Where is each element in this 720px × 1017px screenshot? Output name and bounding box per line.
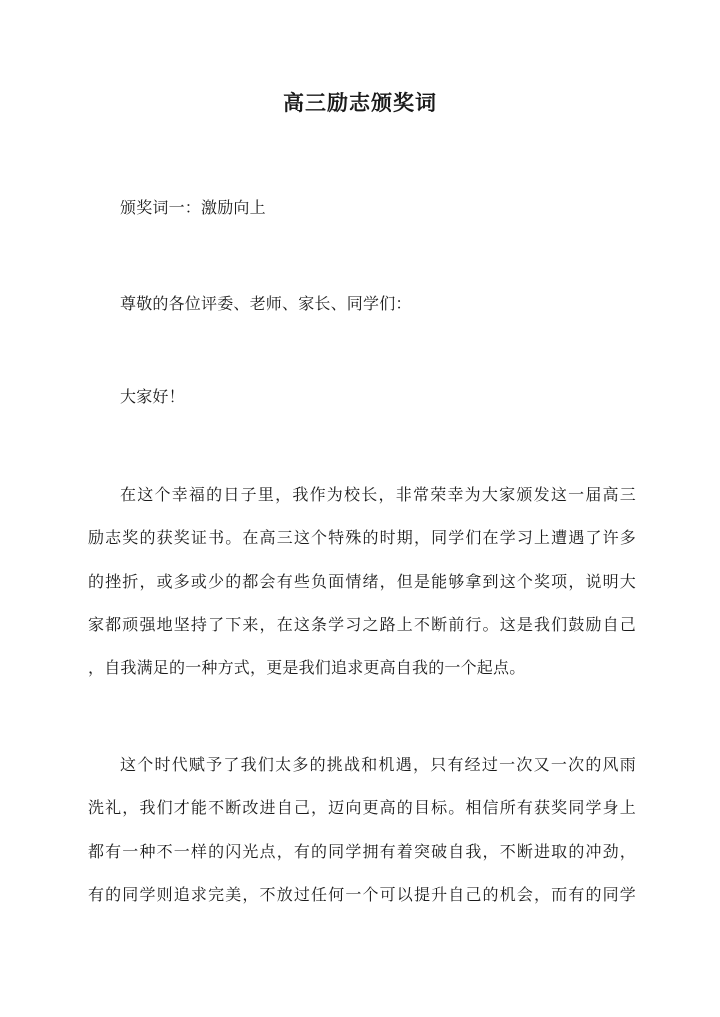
paragraph-1-line-2: 励志奖的获奖证书。在高三这个特殊的时期，同学们在学习上遭遇了许多	[88, 528, 636, 547]
paragraph-1-line-5: ，自我满足的一种方式，更是我们追求更高自我的一个起点。	[88, 658, 526, 677]
paragraph-2-line-1: 这个时代赋予了我们太多的挑战和机遇，只有经过一次又一次的风雨	[120, 755, 636, 774]
paragraph-1-line-3: 的挫折，或多或少的都会有些负面情绪，但是能够拿到这个奖项，说明大	[88, 572, 636, 591]
page-title: 高三励志颁奖词	[283, 90, 437, 115]
paragraph-2-line-3: 都有一种不一样的闪光点，有的同学拥有着突破自我，不断进取的冲劲，	[88, 842, 636, 861]
section-heading: 颁奖词一：激励向上	[120, 198, 266, 217]
greeting-text: 大家好！	[120, 387, 185, 406]
salutation-text: 尊敬的各位评委、老师、家长、同学们：	[120, 294, 412, 313]
paragraph-2-line-4: 有的同学则追求完美，不放过任何一个可以提升自己的机会，而有的同学	[88, 885, 636, 904]
paragraph-1-line-4: 家都顽强地坚持了下来，在这条学习之路上不断前行。这是我们鼓励自己	[88, 615, 636, 634]
paragraph-1-line-1: 在这个幸福的日子里，我作为校长，非常荣幸为大家颁发这一届高三	[120, 485, 636, 504]
paragraph-2-line-2: 洗礼，我们才能不断改进自己，迈向更高的目标。相信所有获奖同学身上	[88, 798, 636, 817]
